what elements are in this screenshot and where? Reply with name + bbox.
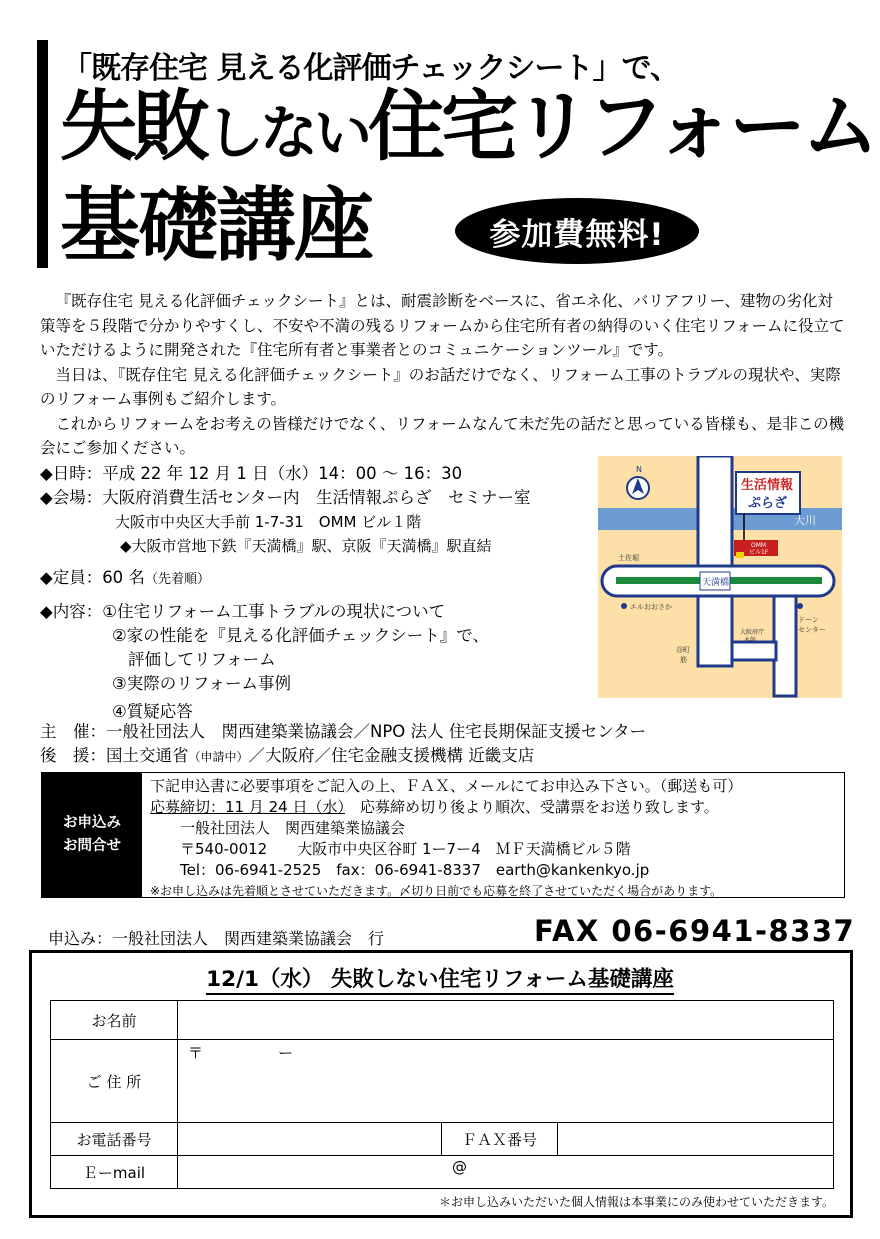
- supporter-note: （申請中）: [188, 750, 249, 764]
- deadline-date: 応募締切：11 月 24 日（水）: [150, 798, 345, 816]
- contact-side-label: [42, 773, 142, 897]
- address-field[interactable]: [178, 1040, 834, 1123]
- phone-field[interactable]: [178, 1123, 442, 1156]
- content-item: 評価してリフォーム: [128, 650, 276, 669]
- title-part-3: 住宅リフォーム: [368, 83, 876, 172]
- name-label: お名前: [51, 1001, 178, 1040]
- map-drawing: [598, 456, 842, 698]
- event-content: [40, 600, 600, 624]
- contact-side-1: お申込み: [63, 815, 121, 831]
- capacity-note: （先着順）: [144, 572, 210, 587]
- contact-tel: Tel：06-6941-2525 fax：06-6941-8337 earth@kankenkyo.jp: [180, 861, 650, 879]
- at-mark: @: [452, 1158, 467, 1176]
- venue-label-1: 生活情報: [741, 478, 794, 493]
- road-tanimachi: [698, 456, 732, 666]
- contact-org: 一般社団法人 関西建築業協議会: [180, 819, 406, 837]
- intro-paragraph-3: これからリフォームをお考えの皆様だけでなく、リフォームなんて未だ先の話だと思っている皆様も、是非この機会にご参加ください。: [40, 414, 845, 457]
- omm-label: OMM: [751, 542, 767, 549]
- capacity-text: ◆定員：60 名: [40, 568, 145, 587]
- access-map: [598, 456, 842, 698]
- prefecture-label-1: 大阪府庁: [740, 629, 765, 636]
- north-label: N: [636, 465, 642, 474]
- tenmabashi-label: 天満橋: [702, 578, 730, 588]
- venue-address: 大阪市中央区大手前 1-7-31 OMM ビル１階: [115, 513, 422, 531]
- header-accent-bar: [37, 40, 48, 268]
- road-connector: [732, 642, 776, 660]
- address-label: ご 住 所: [51, 1040, 178, 1123]
- dosabori-label: 土佐堀: [618, 554, 639, 562]
- event-datetime: ◆日時：平成 22 年 12 月 1 日（水）14：00 ～ 16：30: [40, 464, 463, 483]
- content-item: ①住宅リフォーム工事トラブルの現状について: [102, 602, 446, 621]
- privacy-note: ＊お申し込みいただいた個人情報は本事業にのみ使わせていただきます。: [438, 1195, 834, 1209]
- event-capacity: [40, 566, 600, 592]
- form-title-text: 12/1（水） 失敗しない住宅リフォーム基礎講座: [206, 967, 674, 995]
- contact-side-2: お問合せ: [63, 838, 121, 854]
- station-marker: [736, 552, 744, 558]
- contact-deadline: [150, 797, 742, 818]
- content-item: ④質疑応答: [112, 702, 193, 721]
- header-title-line1: [60, 82, 875, 179]
- organizer: 主 催：一般社団法人 関西建築業協議会／NPO 法人 住宅長期保証支援センター: [40, 722, 647, 741]
- contact-note: ※お申し込みは先着順とさせていただきます。〆切り日前でも応募を終了させていただく場合があります。: [150, 884, 723, 898]
- header-subtitle: 「既存住宅 見える化評価チェックシート」で、: [62, 51, 679, 86]
- omm-floor-label: ビル1F: [749, 549, 769, 556]
- free-admission-badge: 参加費無料!: [455, 198, 699, 264]
- email-label: Ｅーmail: [51, 1156, 178, 1189]
- title-part-1: 失敗: [60, 83, 206, 172]
- fax-field[interactable]: [558, 1123, 834, 1156]
- supporter-a: 後 援：国土交通省: [40, 746, 189, 765]
- dawn-center-label-1: ドーン: [798, 616, 819, 624]
- apply-to: 申込み：一般社団法人 関西建築業協議会 行: [48, 929, 385, 948]
- el-osaka-label: エルおおさか: [630, 603, 672, 611]
- name-field[interactable]: [178, 1001, 834, 1040]
- supporter-b: ／大阪府／住宅金融支援機構 近畿支店: [248, 746, 535, 765]
- contact-box: [41, 772, 845, 898]
- tanimachi-label-2: 筋: [680, 656, 687, 664]
- sponsors: [40, 720, 646, 769]
- content-label: ◆内容：: [40, 602, 103, 621]
- fax-label: ＦＡＸ番号: [442, 1123, 558, 1156]
- prefecture-label-2: 本館: [744, 637, 757, 644]
- intro-paragraph-1: 『既存住宅 見える化評価チェックシート』とは、耐震診断をベースに、省エネ化、バリアフリー、建物の劣化対策等を５段階で分かりやすくし、不安や不満の残るリフォームから住宅所有者の納得のいく住宅リフォームに役立ていただけるように開発された『住宅所有者と事業者とのコミュニケーションツール』です。: [40, 292, 845, 359]
- intro-text: [40, 289, 845, 461]
- form-title: [0, 962, 880, 993]
- tanimachi-label-1: 谷町: [676, 646, 690, 654]
- dawn-center-marker: [797, 603, 803, 609]
- content-item: ③実際のリフォーム事例: [112, 674, 291, 693]
- title-part-2: しない: [206, 99, 369, 167]
- content-item: ②家の性能を『見える化評価チェックシート』で、: [112, 626, 489, 645]
- contact-instructions: 下記申込書に必要事項をご記入の上、ＦＡＸ、メールにてお申込み下さい。（郵送も可）: [150, 777, 743, 795]
- el-osaka-marker: [621, 603, 627, 609]
- email-field[interactable]: [178, 1156, 834, 1189]
- contact-body: [150, 776, 742, 902]
- dawn-center-label-2: センター: [798, 626, 826, 634]
- fax-number: FAX 06-6941-8337: [534, 914, 856, 948]
- venue-access: ◆大阪市営地下鉄『天満橋』駅、京阪『天満橋』駅直結: [120, 537, 492, 555]
- event-venue: ◆会場：大阪府消費生活センター内 生活情報ぷらざ セミナー室: [40, 488, 531, 507]
- contact-address: 〒540-0012 大阪市中央区谷町 1ー7ー4 ＭＦ天満橋ビル５階: [180, 840, 631, 858]
- header-title-line2: 基礎講座: [60, 179, 372, 272]
- venue-label-2: ぷらざ: [748, 496, 788, 511]
- form-table: [50, 1000, 834, 1189]
- postal-mark: 〒 ー: [188, 1044, 294, 1062]
- deadline-note: 応募締め切り後より順次、受講票をお送り致します。: [344, 798, 719, 816]
- supporters: [40, 744, 646, 769]
- event-details: [40, 462, 600, 724]
- intro-paragraph-2: 当日は、『既存住宅 見える化評価チェックシート』のお話だけでなく、リフォーム工事のトラブルの現状や、実際のリフォーム事例もご紹介します。: [40, 365, 841, 408]
- river-label: 大川: [794, 514, 816, 527]
- phone-label: お電話番号: [51, 1123, 178, 1156]
